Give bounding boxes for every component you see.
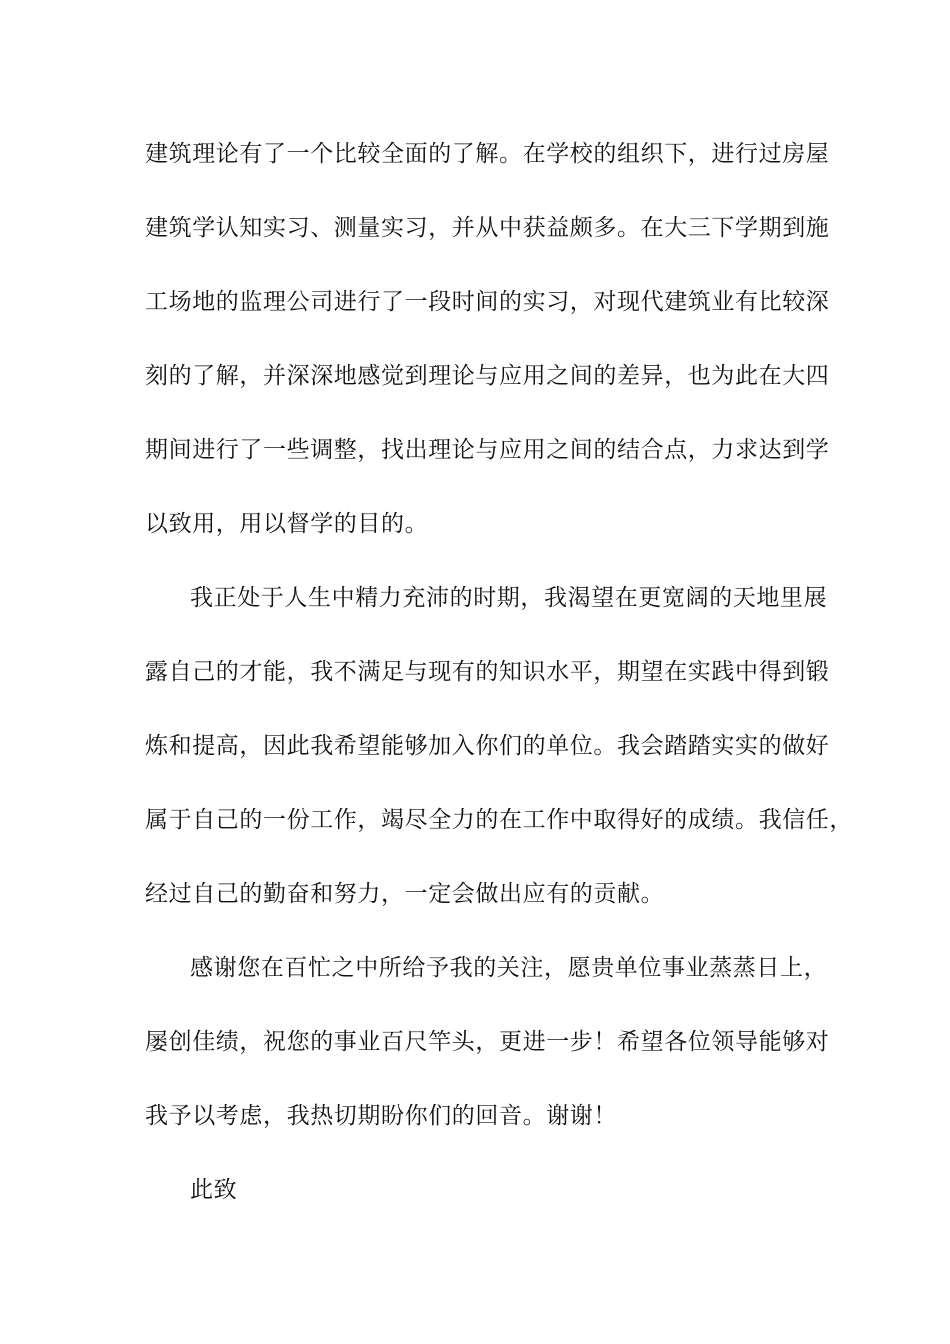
- text-line: 属于自己的一份工作，竭尽全力的在工作中取得好的成绩。我信任，: [145, 807, 853, 833]
- closing-salutation: 此致: [190, 1177, 238, 1203]
- text-line: 炼和提高，因此我希望能够加入你们的单位。我会踏踏实实的做好: [145, 733, 830, 759]
- text-line: 建筑学认知实习、测量实习，并从中获益颇多。在大三下学期到施: [145, 215, 830, 241]
- paragraph-first-line: 感谢您在百忙之中所给予我的关注，愿贵单位事业蒸蒸日上，: [190, 955, 828, 981]
- paragraph-first-line: 我正处于人生中精力充沛的时期，我渴望在更宽阔的天地里展: [190, 585, 828, 611]
- text-line: 工场地的监理公司进行了一段时间的实习，对现代建筑业有比较深: [145, 289, 830, 315]
- text-line: 露自己的才能，我不满足与现有的知识水平，期望在实践中得到锻: [145, 659, 830, 685]
- text-line: 屡创佳绩，祝您的事业百尺竿头，更进一步！希望各位领导能够对: [145, 1029, 830, 1055]
- text-line: 经过自己的勤奋和努力，一定会做出应有的贡献。: [145, 881, 665, 907]
- text-line: 我予以考虑，我热切期盼你们的回音。谢谢！: [145, 1103, 617, 1129]
- text-line: 以致用，用以督学的目的。: [145, 511, 429, 537]
- text-line: 建筑理论有了一个比较全面的了解。在学校的组织下，进行过房屋: [145, 141, 830, 167]
- text-line: 期间进行了一些调整，找出理论与应用之间的结合点，力求达到学: [145, 437, 830, 463]
- text-line: 刻的了解，并深深地感觉到理论与应用之间的差异，也为此在大四: [145, 363, 830, 389]
